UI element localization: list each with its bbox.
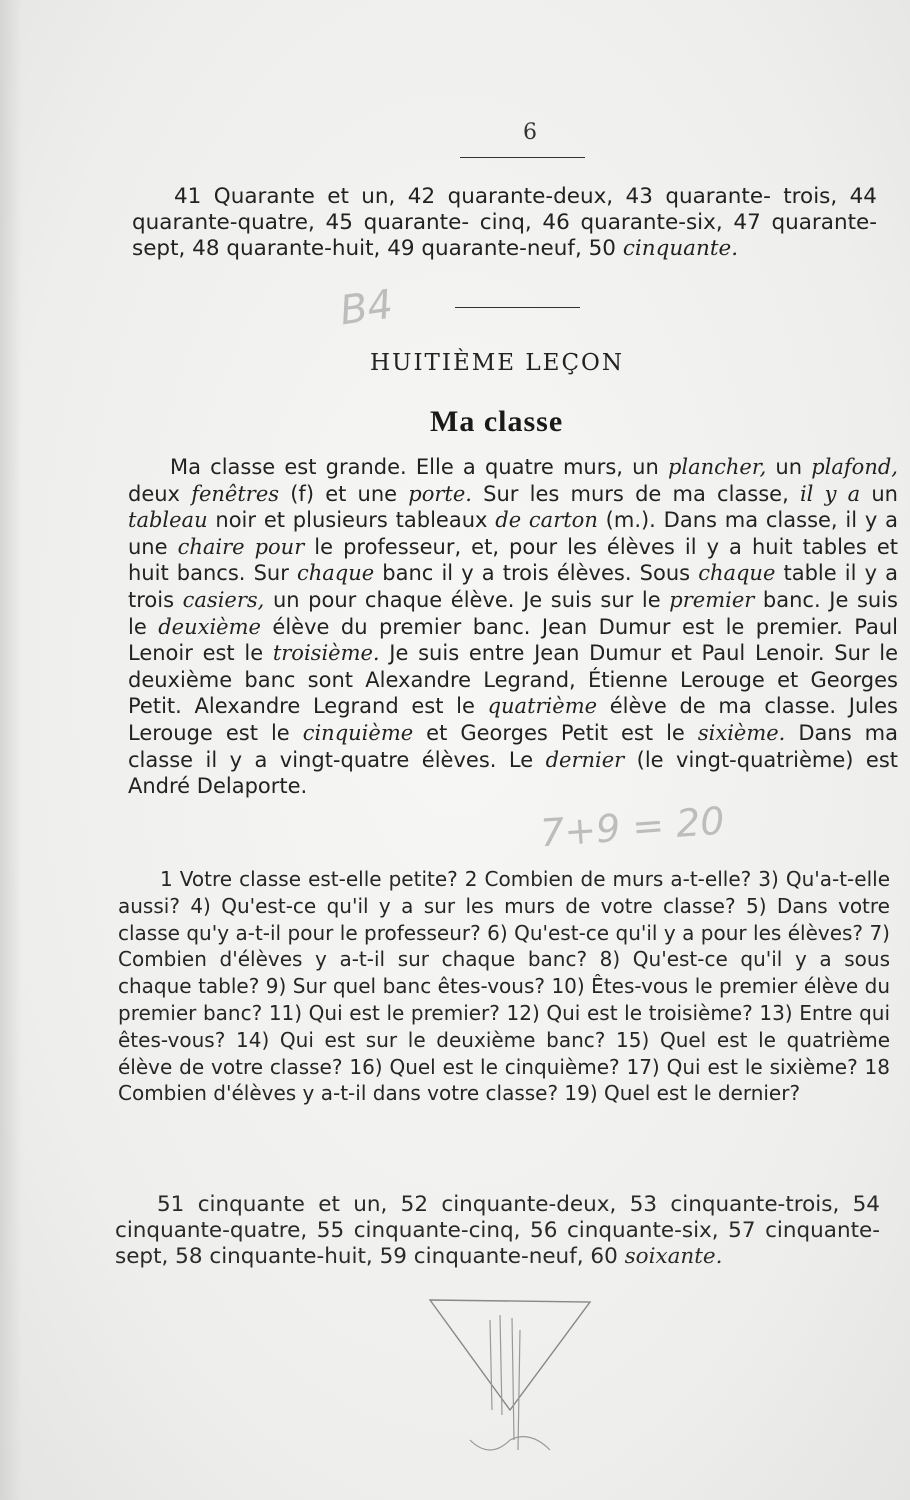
text-run: et Georges Petit est le	[413, 720, 698, 745]
top-rule	[460, 157, 585, 158]
pencil-sketch	[420, 1290, 600, 1460]
text-run: Je suis entre Jean Dumur et Paul Lenoir. Sur le deuxième banc sont Alexandre Legrand, Étienne Lerouge et Georges Petit. Alexandre Legrand est le	[128, 641, 898, 719]
questions-block	[118, 866, 890, 1107]
italic-term: fenêtres	[191, 481, 280, 506]
italic-term: premier	[669, 587, 755, 612]
lesson-title: Ma classe	[430, 405, 564, 438]
italic-term: chaque	[698, 561, 776, 586]
italic-term: casiers,	[182, 587, 265, 612]
counting-paragraph-top	[132, 184, 877, 262]
reading-text	[128, 454, 898, 800]
italic-term: cinquième	[302, 720, 414, 745]
italic-term: troisième.	[272, 641, 380, 666]
text-run: Dans ma classe il y a vingt-quatre élèves. Le	[128, 720, 898, 772]
pencil-annotation: B4	[337, 281, 396, 335]
text-run: Sur les murs de ma classe,	[471, 481, 800, 506]
counting-paragraph-bottom	[115, 1192, 880, 1270]
italic-term: chaque	[296, 561, 375, 586]
text-run: un	[860, 481, 898, 506]
italic-term: deuxième	[158, 614, 261, 639]
text-run: banc il y a trois élèves. Sous	[374, 561, 699, 586]
text-run: deux	[128, 481, 192, 506]
text-run: élève du premier banc. Jean Dumur est le premier. Paul Lenoir est le	[128, 614, 898, 666]
counting-top-text: 41 Quarante et un, 42 quarante-deux, 43 quarante- trois, 44 quarante-quatre, 45 quarante- cinq, 46 quarante-six, 47 quarante-sept, 48 quarante-huit, 49 quarante-neuf, 50	[132, 184, 877, 261]
lesson-heading: HUITIÈME LEÇON	[370, 350, 625, 376]
page-edge-shadow	[0, 0, 22, 1500]
italic-term: plancher,	[667, 455, 767, 479]
text-run: un pour chaque élève. Je suis sur le	[264, 587, 670, 612]
counting-bottom-end: soixante.	[624, 1244, 723, 1269]
italic-term: il y a	[799, 481, 861, 506]
italic-term: tableau	[128, 508, 208, 533]
text-run: noir et plusieurs tableaux	[207, 508, 496, 533]
italic-term: sixième.	[697, 720, 786, 745]
counting-top-end: cinquante.	[622, 236, 739, 261]
italic-term: quatrième	[487, 694, 598, 719]
counting-bottom-text: 51 cinquante et un, 52 cinquante-deux, 53 cinquante-trois, 54 cinquante-quatre, 55 cinquante-cinq, 56 cinquante-six, 57 cinquante-sept, 58 cinquante-huit, 59 cinquante-neuf, 60	[115, 1192, 880, 1269]
italic-term: chaire pour	[177, 534, 305, 559]
text-run: banc. Je suis le	[128, 587, 898, 639]
text-run: table il y a trois	[128, 561, 898, 612]
italic-term: dernier	[545, 747, 625, 772]
pencil-annotation-2: 7+9 = 20	[538, 798, 726, 856]
text-run: un	[766, 455, 812, 479]
text-run: (f) et une	[279, 481, 409, 506]
text-run: (le vingt-quatrième) est André Delaporte.	[128, 747, 898, 799]
section-rule	[455, 307, 580, 308]
text-run: Ma classe est grande. Elle a quatre murs, un	[170, 455, 668, 479]
reading-paragraph	[128, 454, 898, 800]
text-run: élève de ma classe. Jules Lerouge est le	[128, 694, 898, 745]
italic-term: de carton	[495, 508, 598, 533]
italic-term: plafond,	[811, 455, 898, 479]
text-run: le professeur, et, pour les élèves il y a huit tables et huit bancs. Sur	[128, 534, 898, 586]
text-run: (m.). Dans ma classe, il y a une	[128, 508, 898, 559]
italic-term: porte.	[408, 481, 472, 506]
page-number: 6	[523, 120, 537, 145]
questions-paragraph: 1 Votre classe est-elle petite? 2 Combien de murs a-t-elle? 3) Qu'a-t-elle aussi? 4) Qu'est-ce qu'il y a sur les murs de votre classe? 5) Dans votre classe qu'y a-t-il pour le professeur? 6) Qu'est-ce qu'il y a pour les élèves? 7) Combien d'élèves y a-t-il sur chaque banc? 8) Qu'est-ce qu'il y a sous chaque table? 9) Sur quel banc êtes-vous? 10) Êtes-vous le premier élève du premier banc? 11) Qui est le premier? 12) Qui est le troisième? 13) Entre qui êtes-vous? 14) Qui est sur le deuxième banc? 15) Quel est le quatrième élève de votre classe? 16) Quel est le cinquième? 17) Qui est le sixième? 18 Combien d'élèves y a-t-il dans votre classe? 19) Quel est le dernier?	[118, 867, 890, 1106]
